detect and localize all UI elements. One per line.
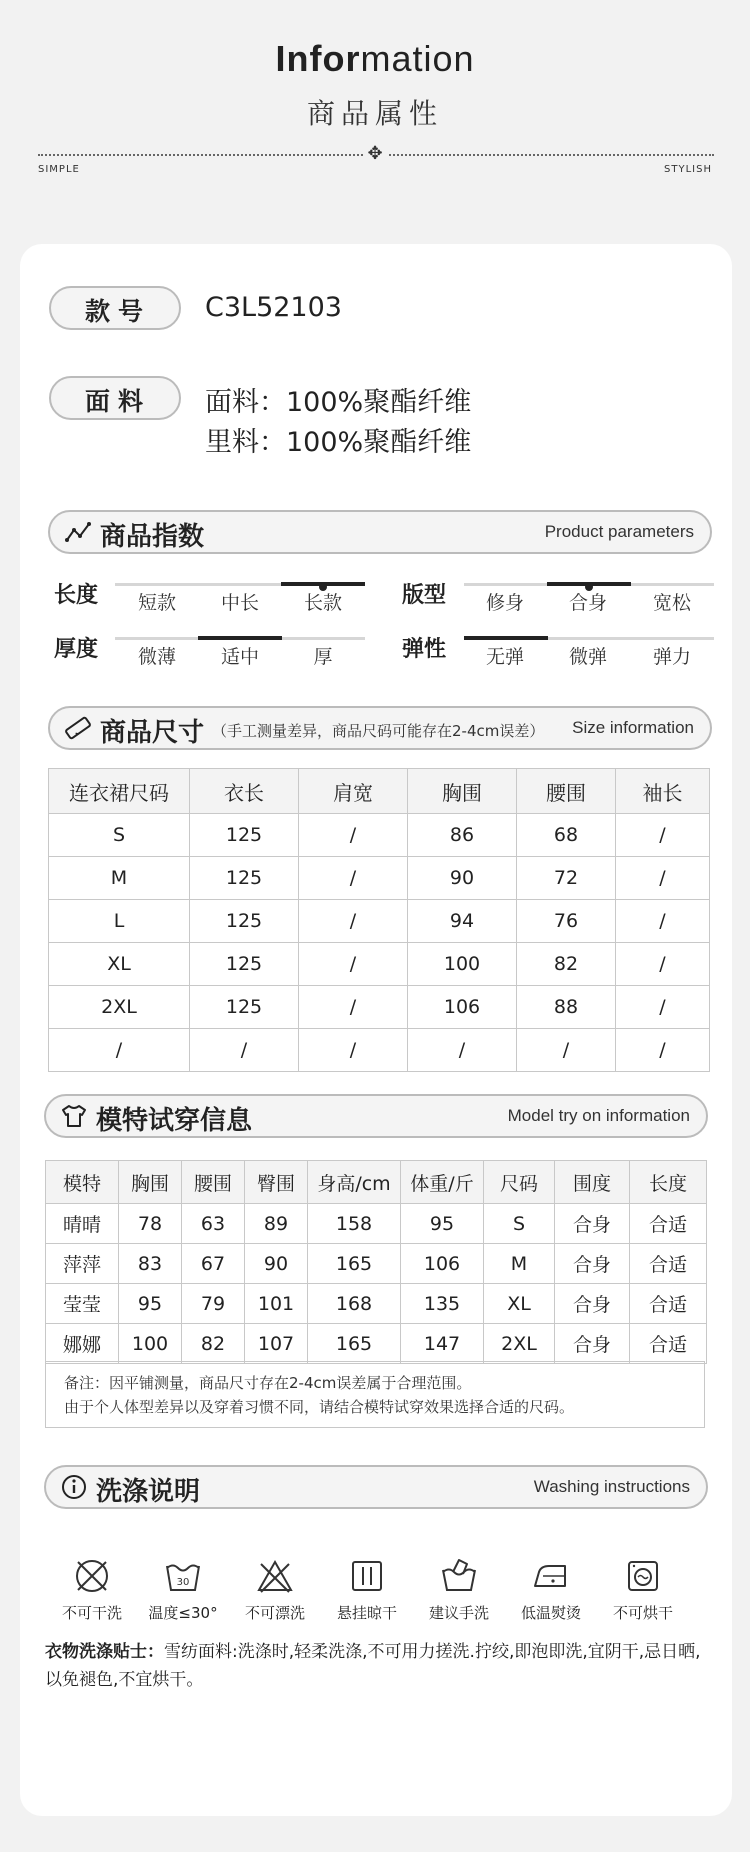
table-row — [49, 900, 710, 943]
page-header — [0, 0, 750, 200]
table-cell: 合身 — [555, 1284, 630, 1324]
table-cell: 83 — [119, 1244, 182, 1284]
wash-label: 不可干洗 — [61, 1604, 122, 1622]
table-cell: 125 — [190, 986, 299, 1029]
wash-item-hand-wash — [414, 1556, 504, 1623]
trend-chart-icon — [64, 518, 92, 546]
wash-label: 不可漂洗 — [244, 1604, 305, 1622]
model-en-title: Model try on information — [507, 1106, 690, 1125]
size-col-header: 袖长 — [616, 769, 710, 814]
thickness-option-thin: 微薄 — [137, 646, 176, 668]
model-remark — [45, 1361, 705, 1428]
wash-item-no-tumble-dry — [598, 1556, 688, 1623]
wash-label: 悬挂晾干 — [336, 1604, 397, 1622]
table-cell: 165 — [308, 1244, 401, 1284]
table-cell: 67 — [182, 1244, 245, 1284]
wash-label: 温度≤30° — [148, 1604, 218, 1622]
table-cell: 莹莹 — [46, 1284, 119, 1324]
no-dry-clean-icon — [72, 1556, 112, 1596]
params-section-header — [48, 510, 712, 554]
table-cell: 合适 — [630, 1324, 707, 1364]
table-cell: 合适 — [630, 1284, 707, 1324]
table-row — [49, 943, 710, 986]
wash-title: 洗涤说明 — [96, 1477, 201, 1507]
fit-option-loose: 宽松 — [652, 592, 691, 614]
table-row — [49, 1029, 710, 1072]
table-cell: 100 — [119, 1324, 182, 1364]
wash-item-no-bleach — [230, 1556, 320, 1623]
table-cell: 168 — [308, 1284, 401, 1324]
wash-section-header — [44, 1465, 708, 1509]
wash-label: 低温熨烫 — [520, 1604, 581, 1622]
size-table — [48, 768, 710, 1072]
table-row — [49, 986, 710, 1029]
fit-option-regular: 合身 — [568, 592, 607, 614]
table-cell: / — [299, 943, 408, 986]
fabric-label: 面料 — [85, 387, 152, 416]
table-cell: S — [49, 814, 190, 857]
table-cell: 娜娜 — [46, 1324, 119, 1364]
table-cell: 晴晴 — [46, 1204, 119, 1244]
info-icon — [60, 1473, 88, 1501]
fit-label: 版型 — [402, 583, 447, 608]
params-title: 商品指数 — [100, 522, 205, 552]
table-cell: S — [484, 1204, 555, 1244]
table-cell: 合身 — [555, 1204, 630, 1244]
fabric-pill — [49, 376, 181, 420]
wash-item-no-dry-clean — [47, 1556, 137, 1623]
fabric-line-lining: 里料：100%聚酯纤维 — [205, 427, 472, 458]
table-row — [49, 814, 710, 857]
size-table-header — [49, 769, 710, 814]
table-cell: 147 — [401, 1324, 484, 1364]
washing-tip-text: 雪纺面料:洗涤时,轻柔洗涤,不可用力搓洗.拧绞,即泡即洗,宜阴干,忌日晒,以免褪色,不宜烘干。 — [45, 1642, 701, 1690]
ruler-icon — [64, 714, 92, 742]
thickness-selected-bar — [198, 636, 282, 640]
table-cell: 79 — [182, 1284, 245, 1324]
wash-item-hang-dry — [322, 1556, 412, 1623]
table-cell: / — [299, 900, 408, 943]
table-cell: L — [49, 900, 190, 943]
no-tumble-dry-icon — [623, 1556, 663, 1596]
model-col-header: 围度 — [555, 1161, 630, 1204]
table-cell: 72 — [517, 857, 616, 900]
table-cell: 萍萍 — [46, 1244, 119, 1284]
model-section-header — [44, 1094, 708, 1138]
table-cell: 86 — [408, 814, 517, 857]
table-cell: 90 — [408, 857, 517, 900]
remark-line-2: 由于个人体型差异以及穿着习惯不同，请结合模特试穿效果选择合适的尺码。 — [64, 1398, 575, 1416]
fabric-line-outer: 面料：100%聚酯纤维 — [205, 387, 472, 418]
no-bleach-icon — [255, 1556, 295, 1596]
table-cell: 94 — [408, 900, 517, 943]
wash-item-temp — [138, 1556, 228, 1623]
style-no-pill — [49, 286, 181, 330]
elasticity-selected-bar — [464, 636, 548, 640]
table-cell: M — [49, 857, 190, 900]
style-no-value: C3L52103 — [205, 292, 342, 323]
table-cell: / — [517, 1029, 616, 1072]
table-cell: 88 — [517, 986, 616, 1029]
table-cell: 2XL — [484, 1324, 555, 1364]
size-col-header: 腰围 — [517, 769, 616, 814]
model-title: 模特试穿信息 — [96, 1106, 253, 1136]
table-cell: 89 — [245, 1204, 308, 1244]
table-cell: 95 — [401, 1204, 484, 1244]
header-subtitle: 商品属性 — [306, 97, 443, 130]
thickness-option-medium: 适中 — [220, 646, 259, 668]
table-cell: / — [616, 900, 710, 943]
table-cell: / — [299, 986, 408, 1029]
svg-text:30: 30 — [176, 1577, 190, 1588]
table-row — [46, 1244, 707, 1284]
table-cell: 76 — [517, 900, 616, 943]
table-cell: 106 — [401, 1244, 484, 1284]
wash-label: 建议手洗 — [428, 1604, 489, 1622]
elasticity-option-slight: 微弹 — [568, 646, 607, 668]
table-row — [49, 857, 710, 900]
size-col-header: 肩宽 — [299, 769, 408, 814]
table-cell: 106 — [408, 986, 517, 1029]
wash-label: 不可烘干 — [612, 1604, 673, 1622]
table-cell: 2XL — [49, 986, 190, 1029]
header-left-tag: SIMPLE — [38, 164, 80, 175]
size-en-title: Size information — [572, 718, 694, 737]
table-cell: XL — [49, 943, 190, 986]
table-cell: 合身 — [555, 1324, 630, 1364]
model-col-header: 腰围 — [182, 1161, 245, 1204]
hand-wash-icon — [439, 1556, 479, 1596]
table-cell: / — [190, 1029, 299, 1072]
table-cell: M — [484, 1244, 555, 1284]
table-cell: 63 — [182, 1204, 245, 1244]
table-cell: 82 — [182, 1324, 245, 1364]
table-cell: 90 — [245, 1244, 308, 1284]
model-col-header: 体重/斤 — [401, 1161, 484, 1204]
table-cell: 125 — [190, 900, 299, 943]
low-iron-icon — [531, 1556, 571, 1596]
table-cell: 合适 — [630, 1244, 707, 1284]
thickness-option-thick: 厚 — [313, 646, 333, 668]
fit-option-slim: 修身 — [485, 592, 524, 614]
table-cell: 107 — [245, 1324, 308, 1364]
table-cell: / — [299, 857, 408, 900]
table-cell: / — [616, 814, 710, 857]
table-row — [46, 1324, 707, 1364]
table-cell: / — [616, 986, 710, 1029]
header-right-tag: STYLISH — [664, 164, 712, 175]
model-col-header: 尺码 — [484, 1161, 555, 1204]
table-cell: / — [616, 857, 710, 900]
table-cell: 125 — [190, 857, 299, 900]
hang-dry-icon — [347, 1556, 387, 1596]
table-cell: 82 — [517, 943, 616, 986]
size-col-header: 连衣裙尺码 — [49, 769, 190, 814]
table-cell: 165 — [308, 1324, 401, 1364]
cross-ornament-icon: ✥ — [363, 143, 387, 165]
elasticity-label: 弹性 — [402, 637, 447, 662]
size-col-header: 衣长 — [190, 769, 299, 814]
model-col-header: 长度 — [630, 1161, 707, 1204]
wash-item-low-iron — [506, 1556, 596, 1623]
size-col-header: 胸围 — [408, 769, 517, 814]
model-col-header: 胸围 — [119, 1161, 182, 1204]
table-cell: 合适 — [630, 1204, 707, 1244]
table-cell: / — [616, 1029, 710, 1072]
table-cell: 100 — [408, 943, 517, 986]
length-option-mid: 中长 — [220, 592, 259, 614]
table-row — [46, 1204, 707, 1244]
model-col-header: 模特 — [46, 1161, 119, 1204]
table-cell: 68 — [517, 814, 616, 857]
size-title: 商品尺寸 — [100, 718, 205, 748]
size-note: （手工测量差异，商品尺码可能存在2-4cm误差） — [212, 722, 545, 740]
table-cell: / — [299, 1029, 408, 1072]
table-cell: / — [616, 943, 710, 986]
table-cell: 125 — [190, 943, 299, 986]
tshirt-icon — [60, 1102, 88, 1130]
table-cell: / — [299, 814, 408, 857]
length-option-long: 长款 — [303, 592, 342, 614]
header-title: Information — [275, 38, 475, 79]
table-cell: 78 — [119, 1204, 182, 1244]
elasticity-option-none: 无弹 — [485, 646, 524, 668]
style-no-label: 款号 — [85, 297, 152, 326]
washing-tip — [45, 1638, 717, 1694]
table-row — [46, 1284, 707, 1324]
elasticity-option-stretch: 弹力 — [652, 646, 691, 668]
table-cell: / — [408, 1029, 517, 1072]
length-option-short: 短款 — [137, 592, 176, 614]
table-cell: 158 — [308, 1204, 401, 1244]
wash-en-title: Washing instructions — [533, 1477, 690, 1496]
table-cell: 135 — [401, 1284, 484, 1324]
table-cell: 95 — [119, 1284, 182, 1324]
model-col-header: 身高/cm — [308, 1161, 401, 1204]
model-col-header: 臀围 — [245, 1161, 308, 1204]
remark-line-1: 备注：因平铺测量，商品尺寸存在2-4cm误差属于合理范围。 — [64, 1374, 472, 1392]
washing-tip-label: 衣物洗涤贴士： — [45, 1642, 164, 1662]
wash-30-icon — [163, 1556, 203, 1596]
table-cell: 125 — [190, 814, 299, 857]
params-en-title: Product parameters — [544, 522, 694, 541]
thickness-label: 厚度 — [54, 637, 99, 662]
table-cell: 101 — [245, 1284, 308, 1324]
length-label: 长度 — [54, 583, 99, 608]
model-table-header — [46, 1161, 707, 1204]
table-cell: / — [49, 1029, 190, 1072]
model-table — [45, 1160, 707, 1364]
table-cell: 合身 — [555, 1244, 630, 1284]
size-section-header — [48, 706, 712, 750]
table-cell: XL — [484, 1284, 555, 1324]
